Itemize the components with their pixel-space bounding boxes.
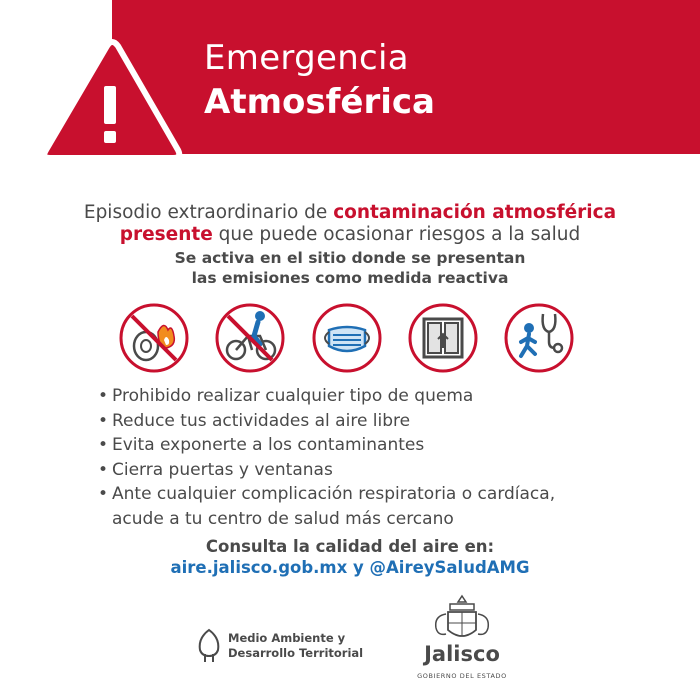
links-connector: y (347, 558, 370, 577)
face-mask-icon (311, 302, 383, 374)
intro-text (0, 202, 700, 246)
activation-note (0, 248, 700, 288)
coat-of-arms-icon (412, 592, 512, 644)
header-title-line1: Emergencia (204, 38, 409, 78)
recommendations-list (98, 384, 658, 531)
medical-stethoscope-icon (503, 302, 575, 374)
jalisco-government-logo (412, 592, 522, 692)
list-item: • Reduce tus actividades al aire libre (98, 409, 658, 434)
header-title-line2: Atmosférica (204, 82, 435, 122)
tree-leaf-icon (194, 628, 224, 664)
list-item: • Prohibido realizar cualquier tipo de quema (98, 384, 658, 409)
closed-window-icon (407, 302, 479, 374)
activation-line2: las emisiones como medida reactiva (191, 269, 509, 287)
list-item: • Ante cualquier complicación respiratoria o cardíaca, acude a tu centro de salud más cercano (98, 482, 612, 531)
consult-links (0, 558, 700, 577)
dept-line1: Medio Ambiente y (228, 631, 346, 645)
no-outdoor-cycling-icon (214, 302, 286, 374)
header-banner (0, 0, 700, 172)
activation-line1: Se activa en el sitio donde se presentan (174, 249, 526, 267)
measures-icons-row (0, 302, 700, 382)
list-item: • Evita exponerte a los contaminantes (98, 433, 658, 458)
intro-part2: que puede ocasionar riesgos a la salud (212, 224, 581, 245)
jalisco-subtitle: GOBIERNO DEL ESTADO (417, 672, 507, 680)
intro-highlight-pollution: contaminación atmosférica (333, 202, 617, 223)
jalisco-wordmark: Jalisco (424, 642, 500, 666)
exclamation-triangle-icon (104, 86, 116, 143)
list-item: • Cierra puertas y ventanas (98, 458, 658, 483)
intro-highlight-present: presente (119, 224, 213, 245)
dept-line2: Desarrollo Territorial (228, 646, 364, 660)
air-quality-website-link[interactable]: aire.jalisco.gob.mx (170, 558, 348, 577)
consult-label: Consulta la calidad del aire en: (205, 537, 495, 556)
twitter-handle-link[interactable]: @AireySaludAMG (369, 558, 530, 577)
intro-part1: Episodio extraordinario de (83, 202, 334, 223)
department-logo (192, 628, 392, 668)
no-burning-icon (118, 302, 190, 374)
